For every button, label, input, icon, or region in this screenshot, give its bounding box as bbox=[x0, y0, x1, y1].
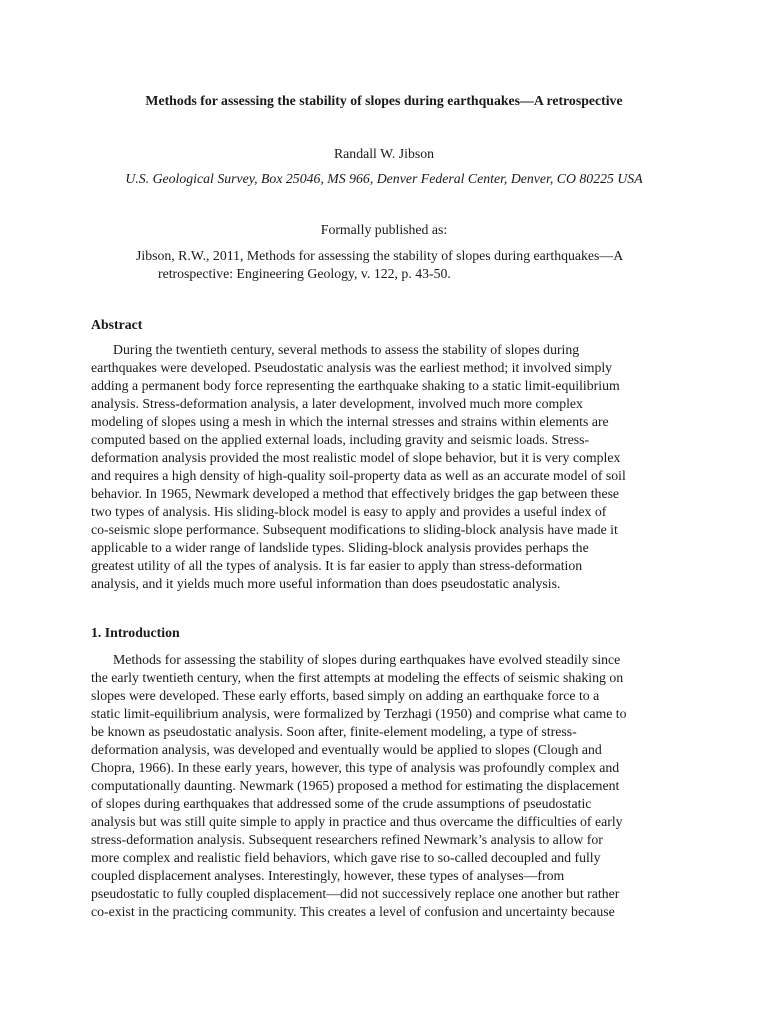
introduction-line: be known as pseudostatic analysis. Soon after, finite-element modeling, a type of stress- bbox=[91, 724, 577, 739]
published-label: Formally published as: bbox=[320, 222, 448, 237]
citation-line: retrospective: Engineering Geology, v. 122, p. 43-50. bbox=[158, 266, 451, 281]
citation bbox=[136, 247, 696, 283]
abstract-line: analysis. Stress-deformation analysis, a later development, involved much more complex bbox=[91, 396, 583, 411]
abstract-line: modeling of slopes using a mesh in which the internal stresses and strains within elements are bbox=[91, 414, 609, 429]
abstract-body bbox=[91, 341, 691, 593]
abstract-heading: Abstract bbox=[91, 317, 143, 332]
abstract-line: earthquakes were developed. Pseudostatic analysis was the earliest method; it involved simply bbox=[91, 360, 613, 375]
introduction-line: Chopra, 1966). In these early years, however, this type of analysis was profoundly complex and bbox=[91, 760, 620, 775]
paper-title: Methods for assessing the stability of slopes during earthquakes—A retrospective bbox=[145, 93, 623, 108]
introduction-line: co-exist in the practicing community. This creates a level of confusion and uncertainty because bbox=[91, 904, 615, 919]
introduction-line: the early twentieth century, when the first attempts at modeling the effects of seismic shaking on bbox=[91, 670, 624, 685]
introduction-line: analysis but was still quite simple to apply in practice and thus overcame the difficulties of early bbox=[91, 814, 623, 829]
introduction-line: stress-deformation analysis. Subsequent researchers refined Newmark’s analysis to allow for bbox=[91, 832, 603, 847]
abstract-line: computed based on the applied external loads, including gravity and seismic loads. Stress- bbox=[91, 432, 590, 447]
abstract-line: and requires a high density of high-quality soil-property data as well as an accurate model of soil bbox=[91, 468, 626, 483]
author-affiliation: U.S. Geological Survey, Box 25046, MS 966, Denver Federal Center, Denver, CO 80225 USA bbox=[125, 171, 643, 186]
introduction-line: of slopes during earthquakes that addressed some of the crude assumptions of pseudostatic bbox=[91, 796, 592, 811]
abstract-line: adding a permanent body force representing the earthquake shaking to a static limit-equilibrium bbox=[91, 378, 620, 393]
introduction-line: slopes were developed. These early efforts, based simply on adding an earthquake force to a bbox=[91, 688, 600, 703]
introduction-line: computationally daunting. Newmark (1965) proposed a method for estimating the displacement bbox=[91, 778, 620, 793]
abstract-line: greatest utility of all the types of analysis. It is far easier to apply than stress-deformation bbox=[91, 558, 583, 573]
abstract-line: applicable to a wider range of landslide types. Sliding-block analysis provides perhaps the bbox=[91, 540, 589, 555]
introduction-line: deformation analysis, was developed and eventually would be applied to slopes (Clough and bbox=[91, 742, 602, 757]
introduction-line: pseudostatic to fully coupled displacement—did not successively replace one another but rather bbox=[91, 886, 620, 901]
introduction-line: coupled displacement analyses. Interestingly, however, these types of analyses—from bbox=[91, 868, 565, 883]
abstract-line: behavior. In 1965, Newmark developed a method that effectively bridges the gap between these bbox=[91, 486, 620, 501]
abstract-line: deformation analysis provided the most realistic model of slope behavior, but it is very complex bbox=[91, 450, 621, 465]
abstract-line: co-seismic slope performance. Subsequent modifications to sliding-block analysis have made it bbox=[91, 522, 618, 537]
introduction-line: more complex and realistic field behaviors, which gave rise to so-called decoupled and fully bbox=[91, 850, 601, 865]
abstract-line: analysis, and it yields much more useful information than does pseudostatic analysis. bbox=[91, 576, 561, 591]
abstract-line: During the twentieth century, several methods to assess the stability of slopes during bbox=[113, 342, 580, 357]
introduction-body bbox=[91, 651, 691, 921]
abstract-line: two types of analysis. His sliding-block model is easy to apply and provides a useful index of bbox=[91, 504, 607, 519]
author-name: Randall W. Jibson bbox=[333, 146, 435, 161]
introduction-heading: 1. Introduction bbox=[91, 625, 180, 640]
introduction-line: static limit-equilibrium analysis, were formalized by Terzhagi (1950) and comprise what came to bbox=[91, 706, 627, 721]
introduction-line: Methods for assessing the stability of slopes during earthquakes have evolved steadily since bbox=[113, 652, 621, 667]
citation-line: Jibson, R.W., 2011, Methods for assessing the stability of slopes during earthquakes—A bbox=[136, 248, 624, 263]
